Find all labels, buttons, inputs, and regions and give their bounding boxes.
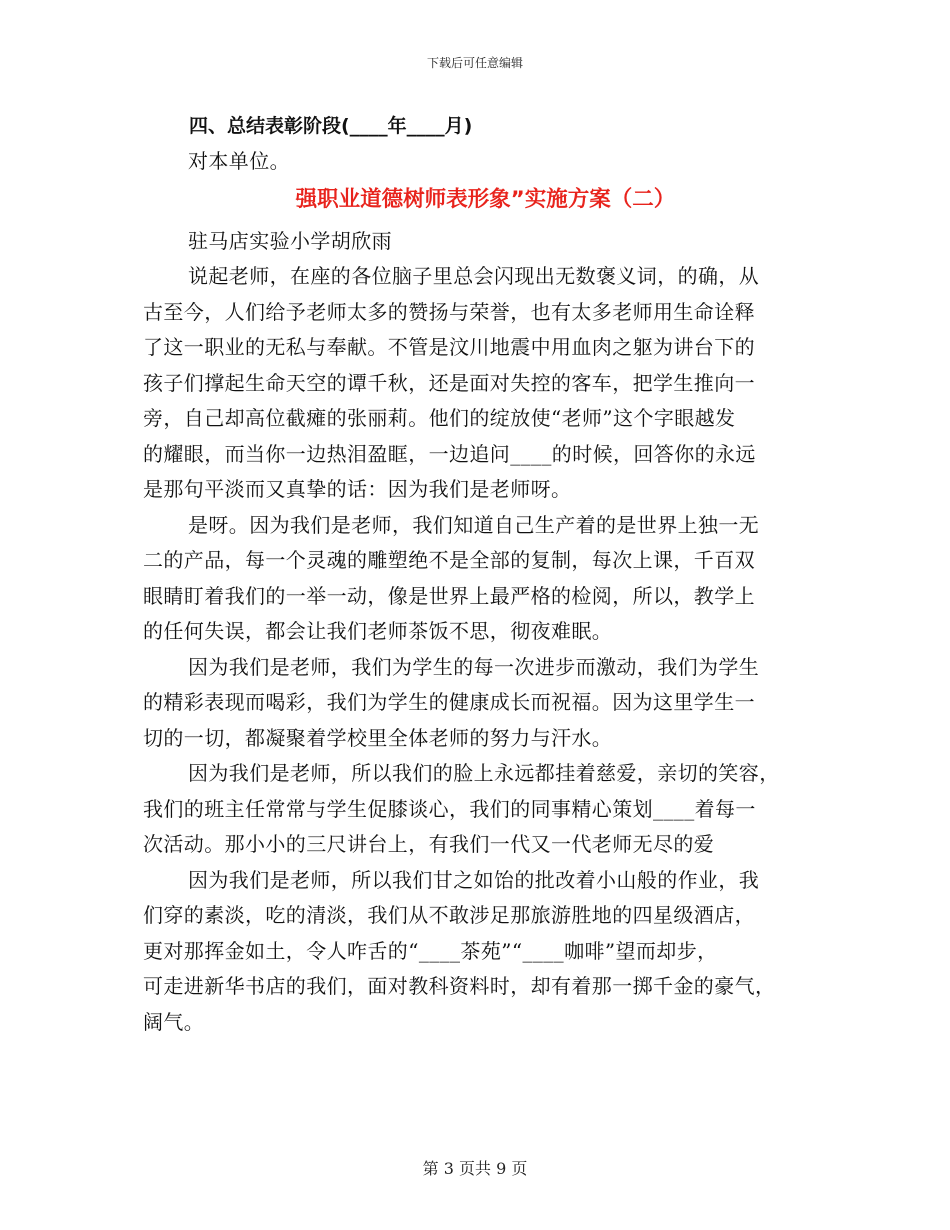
text-line: 的耀眼，而当你一边热泪盈眶，一边追问____的时候，回答你的永远 <box>143 441 756 466</box>
text-line: 的任何失误，都会让我们老师茶饭不思，彻夜难眠。 <box>143 619 613 643</box>
text-line: 因为我们是老师，所以我们甘之如饴的批改着小山般的作业，我 <box>188 867 760 892</box>
section-text-line: 对本单位。 <box>188 149 290 173</box>
text-line: 们穿的素淡，吃的清淡，我们从不敢涉足那旅游胜地的四星级酒店， <box>143 903 755 927</box>
text-line: 可走进新华书店的我们，面对教科资料时，却有着那一掷千金的豪气， <box>143 974 776 998</box>
text-line: 更对那挥金如土，令人咋舌的“____茶苑”“____咖啡”望而却步， <box>143 938 718 963</box>
document-body <box>143 108 808 1040</box>
text-line: 旁，自己却高位截瘫的张丽莉。他们的绽放使“老师”这个字眼越发 <box>143 406 736 430</box>
page-header-note: 下载后可任意编辑 <box>426 56 523 70</box>
text-line: 我们的班主任常常与学生促膝谈心，我们的同事精心策划____着每一 <box>143 796 756 821</box>
page-number: 第 3 页共 9 页 <box>422 1159 528 1178</box>
author-line: 驻马店实验小学胡欣雨 <box>188 228 392 253</box>
paragraph-lines <box>143 259 808 1040</box>
text-line: 是那句平淡而又真挚的话：因为我们是老师呀。 <box>143 477 572 501</box>
document-title: 强职业道德树师表形象”实施方案（二） <box>295 186 676 212</box>
text-line: 孩子们撑起生命天空的谭千秋，还是面对失控的客车，把学生推向一 <box>143 370 755 395</box>
text-line: 因为我们是老师，我们为学生的每一次进步而激动，我们为学生 <box>188 654 760 679</box>
text-line: 眼睛盯着我们的一举一动，像是世界上最严格的检阅，所以，教学上 <box>143 583 755 608</box>
text-line: 切的一切，都凝聚着学校里全体老师的努力与汗水。 <box>143 725 613 750</box>
text-line: 是呀。因为我们是老师，我们知道自己生产着的是世界上独一无 <box>188 512 760 537</box>
section-heading: 四、总结表彰阶段(____年____月) <box>189 115 473 137</box>
text-line: 因为我们是老师，所以我们的脸上永远都挂着慈爱，亲切的笑容， <box>188 761 780 785</box>
text-line: 古至今，人们给予老师太多的赞扬与荣誉，也有太多老师用生命诠释 <box>143 299 755 324</box>
text-line: 的精彩表现而喝彩，我们为学生的健康成长而祝福。因为这里学生一 <box>143 690 755 714</box>
text-line: 阔气。 <box>143 1009 205 1034</box>
text-line: 二的产品，每一个灵魂的雕塑绝不是全部的复制，每次上课，千百双 <box>143 548 755 572</box>
text-line: 说起老师，在座的各位脑子里总会闪现出无数褒义词，的确，从 <box>188 264 760 288</box>
text-line: 次活动。那小小的三尺讲台上，有我们一代又一代老师无尽的爱 <box>143 832 715 856</box>
text-line: 了这一职业的无私与奉献。不管是汶川地震中用血肉之躯为讲台下的 <box>143 335 755 359</box>
